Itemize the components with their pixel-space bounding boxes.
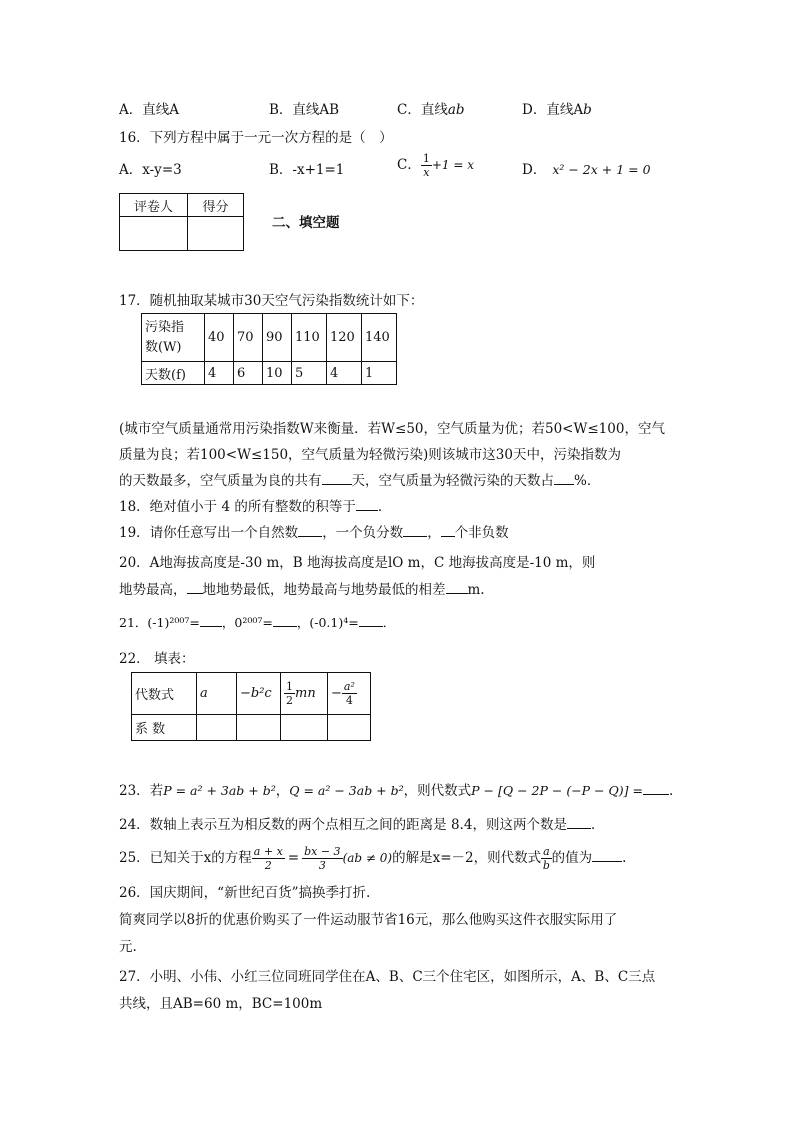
- q17-days-cell: 1: [362, 362, 397, 385]
- q15-option-b: B．直线AB: [269, 102, 340, 118]
- q17-index-cell: 70: [234, 314, 263, 362]
- answer-blank[interactable]: [273, 614, 297, 627]
- answer-blank[interactable]: [356, 498, 378, 511]
- q17-days-cell: 10: [263, 362, 292, 385]
- answer-blank[interactable]: [446, 581, 468, 594]
- q22-header-coefficient: 系 数: [132, 715, 197, 741]
- q17-index-cell: 40: [205, 314, 234, 362]
- q20-line1: 20．A地海拔高度是-30 m，B 地海拔高度是lO m，C 地海拔高度是-10 m，则: [119, 555, 596, 571]
- q22-coef-cell[interactable]: [281, 715, 328, 741]
- grader-table: [119, 193, 244, 251]
- q26-line2: 简爽同学以8折的优惠价购买了一件运动服节省16元，那么他购买这件衣服实际用了: [119, 912, 618, 928]
- q18: 18．绝对值小于 4 的所有整数的积等于 ．: [119, 499, 392, 515]
- answer-blank[interactable]: [567, 816, 591, 829]
- answer-blank[interactable]: [403, 524, 427, 537]
- answer-blank[interactable]: [643, 782, 669, 795]
- q15-option-c: C．直线ab: [397, 102, 465, 118]
- answer-blank[interactable]: [359, 614, 383, 627]
- q22-stem: 22． 填表：: [119, 651, 195, 667]
- q26-line1: 26．国庆期间，“新世纪百货”搞换季打折.: [119, 885, 371, 901]
- q22-expr-cell: $\frac{1}{2}$ mn: [281, 673, 328, 715]
- answer-blank[interactable]: [298, 524, 322, 537]
- q22-coef-cell[interactable]: [328, 715, 371, 741]
- q22-fill-table: [131, 672, 371, 741]
- q17-days-cell: 4: [327, 362, 362, 385]
- q16-option-a: A．x-y=3: [119, 162, 182, 178]
- grader-reviewer-cell: [120, 217, 188, 251]
- q17-para-line1: (城市空气质量通常用污染指数W来衡量．若W≤50，空气质量为优；若50<W≤100，空气: [119, 421, 665, 437]
- q19: 19．请你任意写出一个自然数 ，一个负分数 ， 个非负数: [119, 525, 509, 541]
- q17-para-line2: 质量为良；若100<W≤150，空气质量为轻微污染)则该城市这30天中，污染指数为: [119, 447, 621, 463]
- q17-header-days: 天数(f): [142, 362, 205, 385]
- q17-index-cell: 110: [292, 314, 327, 362]
- q17-para-line3: 的天数最多，空气质量为良的共有 天，空气质量为轻微污染的天数占 %．: [119, 473, 601, 489]
- q22-expr-cell: −b²c: [237, 673, 281, 715]
- grader-header-score: 得分: [188, 194, 244, 217]
- q16-stem: 16．下列方程中属于一元一次方程的是（ ）: [119, 130, 393, 146]
- answer-blank[interactable]: [322, 472, 352, 485]
- q17-stem: 17．随机抽取某城市30天空气污染指数统计如下：: [119, 293, 424, 309]
- q22-header-expression: 代数式: [132, 673, 197, 715]
- q23: 23．若P = a² + 3ab + b²，Q = a² − 3ab + b²，则代数式P − [Q − 2P − (−P − Q)] = .: [119, 783, 674, 799]
- q17-days-cell: 4: [205, 362, 234, 385]
- grader-header-reviewer: 评卷人: [120, 194, 188, 217]
- q22-expr-cell: a: [197, 673, 237, 715]
- q25: 25．已知关于x的方程 $\frac{a + x}{2}$ = $\frac{bx - 3}{3}$ (ab ≠ 0)的解是x=－2，则代数式 $\frac{a}{b}$ 的值为 .: [119, 845, 627, 872]
- q27-line2: 共线，且AB=60 m，BC=100m: [119, 996, 323, 1012]
- answer-blank[interactable]: [554, 472, 574, 485]
- q22-expr-cell: − $\frac{\text{a²}}{4}$: [328, 673, 371, 715]
- answer-blank[interactable]: [187, 581, 203, 594]
- q17-index-cell: 90: [263, 314, 292, 362]
- q17-days-cell: 5: [292, 362, 327, 385]
- q17-header-index: 污染指 数(W): [142, 314, 205, 362]
- q21: 21．(-1)²⁰⁰⁷= ，0²⁰⁰⁷= ，(-0.1)⁴= ．: [119, 615, 396, 630]
- q15-option-d: D．直线Ab: [522, 102, 592, 118]
- q26-line3: 元.: [119, 939, 137, 955]
- q24: 24．数轴上表示互为相反数的两个点相互之间的距离是 8.4，则这两个数是 ．: [119, 817, 605, 833]
- q17-days-cell: 6: [234, 362, 263, 385]
- q27-line1: 27．小明、小伟、小红三位同班同学住在A、B、C三个住宅区，如图所示，A、B、C三点: [119, 969, 656, 985]
- q15-option-a: A．直线A: [119, 102, 179, 118]
- answer-blank[interactable]: [592, 849, 622, 862]
- answer-blank[interactable]: [441, 524, 455, 537]
- q20-line2: 地势最高， 地地势最低，地势最高与地势最低的相差 m.: [119, 582, 485, 598]
- q16-option-b: B．-x+1=1: [269, 162, 345, 178]
- q22-coef-cell[interactable]: [197, 715, 237, 741]
- q17-pollution-table: [141, 313, 397, 385]
- q17-index-cell: 120: [327, 314, 362, 362]
- grader-score-cell: [188, 217, 244, 251]
- q22-coef-cell[interactable]: [237, 715, 281, 741]
- answer-blank[interactable]: [200, 614, 222, 627]
- q17-index-cell: 140: [362, 314, 397, 362]
- section-title: 二、填空题: [272, 215, 340, 231]
- q16-option-c: C． $\frac{1}{x}$ +1 = x: [397, 152, 474, 179]
- q16-option-d: D． x² − 2x + 1 = 0: [522, 162, 651, 178]
